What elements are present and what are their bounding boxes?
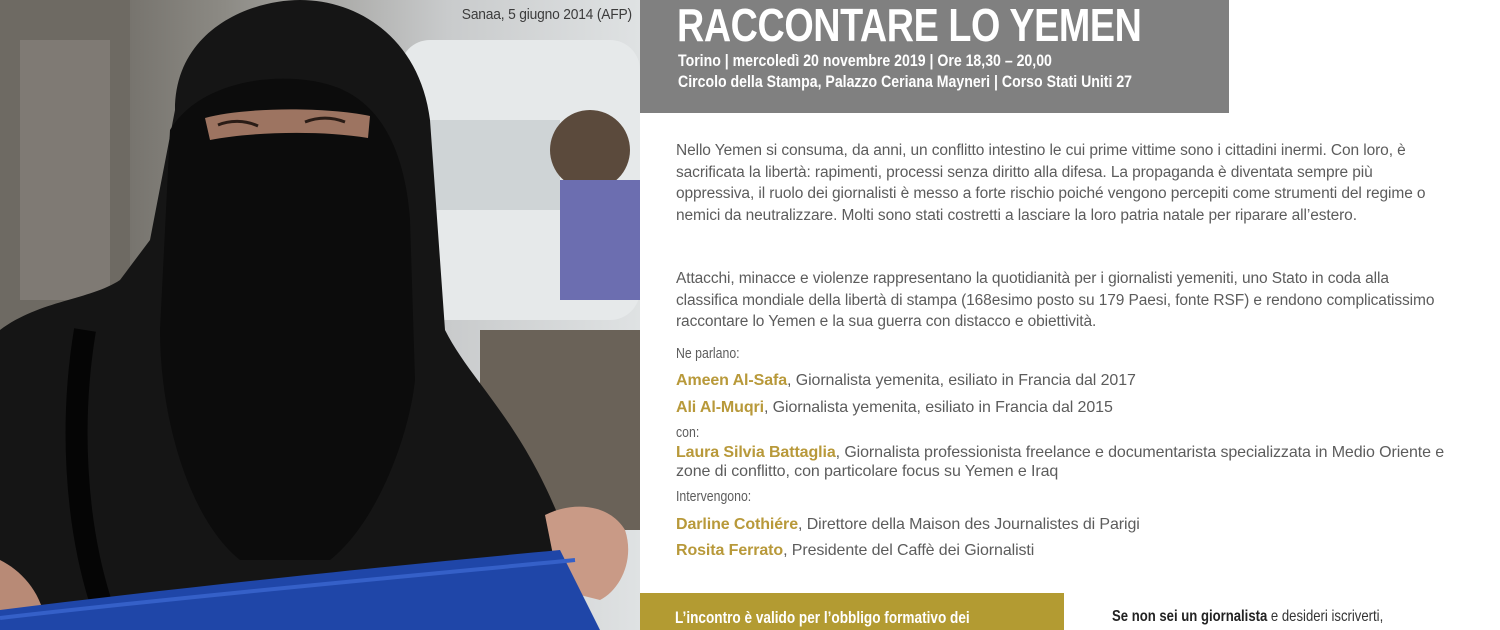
photo-illustration xyxy=(0,0,640,630)
speaker-item xyxy=(676,398,1466,417)
speaker-role: , Giornalista yemenita, esiliato in Francia dal 2017 xyxy=(787,372,1136,389)
event-venue: Circolo della Stampa, Palazzo Ceriana Mayneri | Corso Stati Uniti 27 xyxy=(678,72,1133,91)
hero-photo xyxy=(0,0,640,630)
speaker-item xyxy=(676,443,1466,481)
event-title: RACCONTARE LO YEMEN xyxy=(677,0,1142,51)
speaker-name: Rosita Ferrato xyxy=(676,542,784,559)
registration-note xyxy=(1112,608,1383,626)
speaker-name: Darline Cothiére xyxy=(676,516,798,533)
context-paragraph: Attacchi, minacce e violenze rappresentano la quotidianità per i giornalisti yemeniti, uno Stato in coda alla classifica mondiale della libertà di stampa (168esimo posto su 179 Paesi, fonte RSF) e rendono complicatissimo raccontare lo Yemen e la sua guerra con distacco e obiettività. xyxy=(676,270,1435,330)
speaker-item xyxy=(676,541,1466,560)
event-date-time: Torino | mercoledì 20 novembre 2019 | Ore 18,30 – 20,00 xyxy=(678,51,1052,70)
event-header xyxy=(640,0,1229,113)
speaker-name: Ameen Al-Safa xyxy=(676,372,788,389)
speaker-role: , Direttore della Maison des Journalistes di Parigi xyxy=(798,516,1140,533)
registration-note-bold: Se non sei un giornalista xyxy=(1112,608,1268,625)
speaker-name: Ali Al-Muqri xyxy=(676,399,764,416)
accreditation-band xyxy=(640,593,1064,630)
intervengono-label: Intervengono: xyxy=(676,488,752,505)
intro-paragraph: Nello Yemen si consuma, da anni, un conflitto intestino le cui prime vittime sono i cittadini inermi. Con loro, è sacrificata la libertà: rapimenti, processi senza diritto alla difesa. La propaganda è diventata sempre più oppressiva, il ruolo dei giornalisti è messo a forte rischio poiché vengono percepiti come strumenti del regime o nemici da neutralizzare. Molti sono stati costretti a lasciare la loro patria natale per riparare all’estero. xyxy=(676,142,1426,224)
accreditation-text: L’incontro è valido per l’obbligo formativo dei xyxy=(675,608,970,627)
speaker-name: Laura Silvia Battaglia xyxy=(676,444,836,461)
speaker-role: , Giornalista professionista freelance e documentarista specializzata in Medio Oriente e zone di conflitto, con particolare focus su Yemen e Iraq xyxy=(676,444,1445,480)
photo-caption: Sanaa, 5 giugno 2014 (AFP) xyxy=(461,6,632,23)
speaker-item xyxy=(676,515,1466,534)
registration-note-rest: e desideri iscriverti, xyxy=(1267,608,1384,625)
con-label: con: xyxy=(676,424,700,441)
ne-parlano-label: Ne parlano: xyxy=(676,345,740,362)
speaker-role: , Presidente del Caffè dei Giornalisti xyxy=(783,542,1035,559)
speaker-role: , Giornalista yemenita, esiliato in Francia dal 2015 xyxy=(763,399,1113,416)
speaker-item xyxy=(676,371,1466,390)
